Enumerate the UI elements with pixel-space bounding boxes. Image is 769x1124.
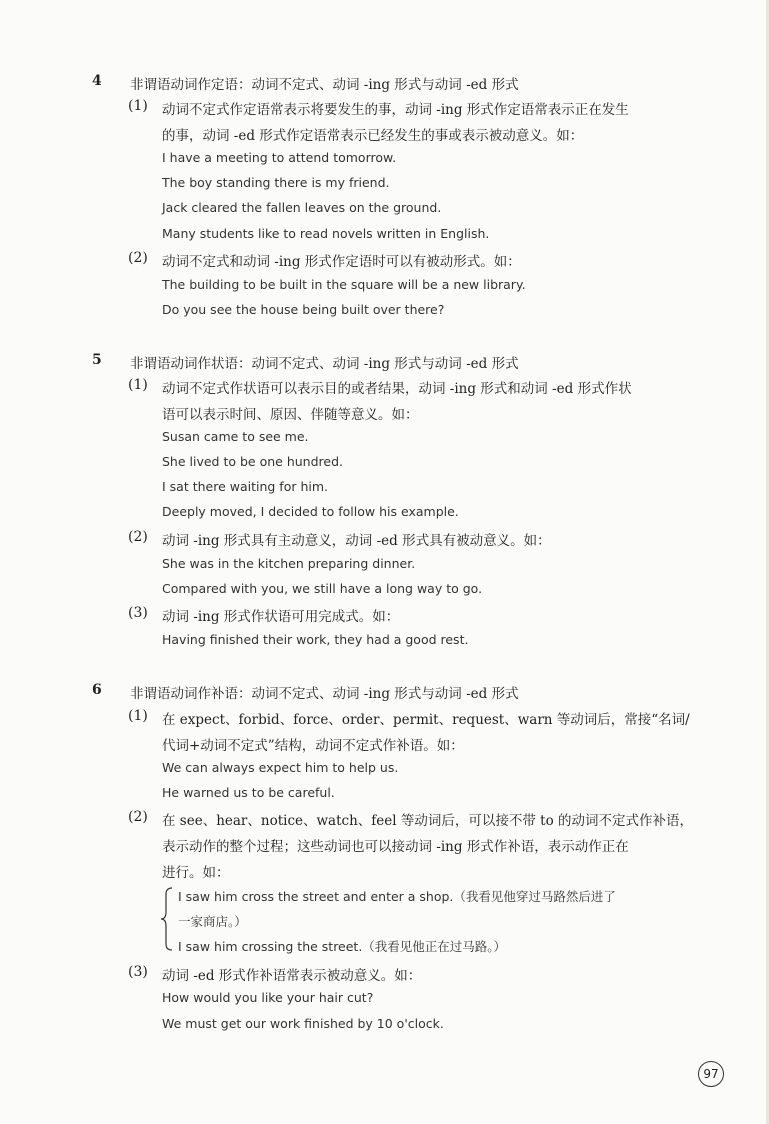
section-number: 4 <box>92 73 102 89</box>
example-sentence: We must get our work finished by 10 o'clock. <box>162 1016 444 1031</box>
example-sentence: Jack cleared the fallen leaves on the ground. <box>162 200 442 215</box>
example-sentence: Do you see the house being built over there? <box>162 302 445 317</box>
curly-brace-icon <box>160 886 174 952</box>
item-text-line: 表示动作的整个过程；这些动词也可以接动词 -ing 形式作补语，表示动作正在 <box>162 839 629 855</box>
item-label: (3) <box>128 605 148 621</box>
item-label: (2) <box>128 809 148 825</box>
example-sentence: She lived to be one hundred. <box>162 454 343 469</box>
item-text-line: 代词+动词不定式”结构，动词不定式作补语。如： <box>162 738 464 754</box>
example-sentence: I have a meeting to attend tomorrow. <box>162 150 397 165</box>
example-sentence: Many students like to read novels written in English. <box>162 226 490 241</box>
item-text-line: 动词不定式作定语常表示将要发生的事，动词 -ing 形式作定语常表示正在发生 <box>162 102 629 118</box>
item-text-line: 动词 -ing 形式作状语可用完成式。如： <box>162 609 400 625</box>
item-text-line: 动词不定式和动词 -ing 形式作定语时可以有被动形式。如： <box>162 254 521 270</box>
example-sentence: How would you like your hair cut? <box>162 990 374 1005</box>
example-sentence: We can always expect him to help us. <box>162 760 399 775</box>
section-number: 5 <box>92 352 102 368</box>
example-sentence: The boy standing there is my friend. <box>162 175 390 190</box>
item-text-line: 动词 -ing 形式具有主动意义，动词 -ed 形式具有被动意义。如： <box>162 533 551 549</box>
section-number: 6 <box>92 682 102 698</box>
item-label: (1) <box>128 377 148 393</box>
bracket-example-line: 一家商店。） <box>178 914 247 929</box>
item-text-line: 动词不定式作状语可以表示目的或者结果，动词 -ing 形式和动词 -ed 形式作状 <box>162 381 632 397</box>
item-text-line: 在 see、hear、notice、watch、feel 等动词后，可以接不带 to 的动词不定式作补语， <box>162 813 694 829</box>
example-sentence: The building to be built in the square will be a new library. <box>162 277 526 292</box>
item-text-line: 动词 -ed 形式作补语常表示被动意义。如： <box>162 968 422 984</box>
item-text-line: 进行。如： <box>162 865 230 881</box>
example-sentence: She was in the kitchen preparing dinner. <box>162 556 416 571</box>
item-text-line: 在 expect、forbid、force、order、permit、request、warn 等动词后，常接“名词/ <box>162 712 690 728</box>
page-number: 97 <box>698 1061 724 1087</box>
section-heading: 非谓语动词作补语：动词不定式、动词 -ing 形式与动词 -ed 形式 <box>130 686 519 702</box>
item-text-line: 的事，动词 -ed 形式作定语常表示已经发生的事或表示被动意义。如： <box>162 128 584 144</box>
example-sentence: Deeply moved, I decided to follow his example. <box>162 504 459 519</box>
item-label: (1) <box>128 708 148 724</box>
item-label: (2) <box>128 529 148 545</box>
example-sentence: I sat there waiting for him. <box>162 479 329 494</box>
example-sentence: Having finished their work, they had a good rest. <box>162 632 469 647</box>
item-text-line: 语可以表示时间、原因、伴随等意义。如： <box>162 407 419 423</box>
item-label: (3) <box>128 964 148 980</box>
example-sentence: Compared with you, we still have a long way to go. <box>162 581 483 596</box>
bracket-example-line: I saw him cross the street and enter a shop.（我看见他穿过马路然后进了 <box>178 889 616 904</box>
section-heading: 非谓语动词作定语：动词不定式、动词 -ing 形式与动词 -ed 形式 <box>130 77 519 93</box>
item-label: (2) <box>128 250 148 266</box>
example-sentence: He warned us to be careful. <box>162 785 335 800</box>
item-label: (1) <box>128 98 148 114</box>
example-sentence: Susan came to see me. <box>162 429 309 444</box>
section-heading: 非谓语动词作状语：动词不定式、动词 -ing 形式与动词 -ed 形式 <box>130 356 519 372</box>
bracket-example-line: I saw him crossing the street.（我看见他正在过马路。） <box>178 939 507 954</box>
